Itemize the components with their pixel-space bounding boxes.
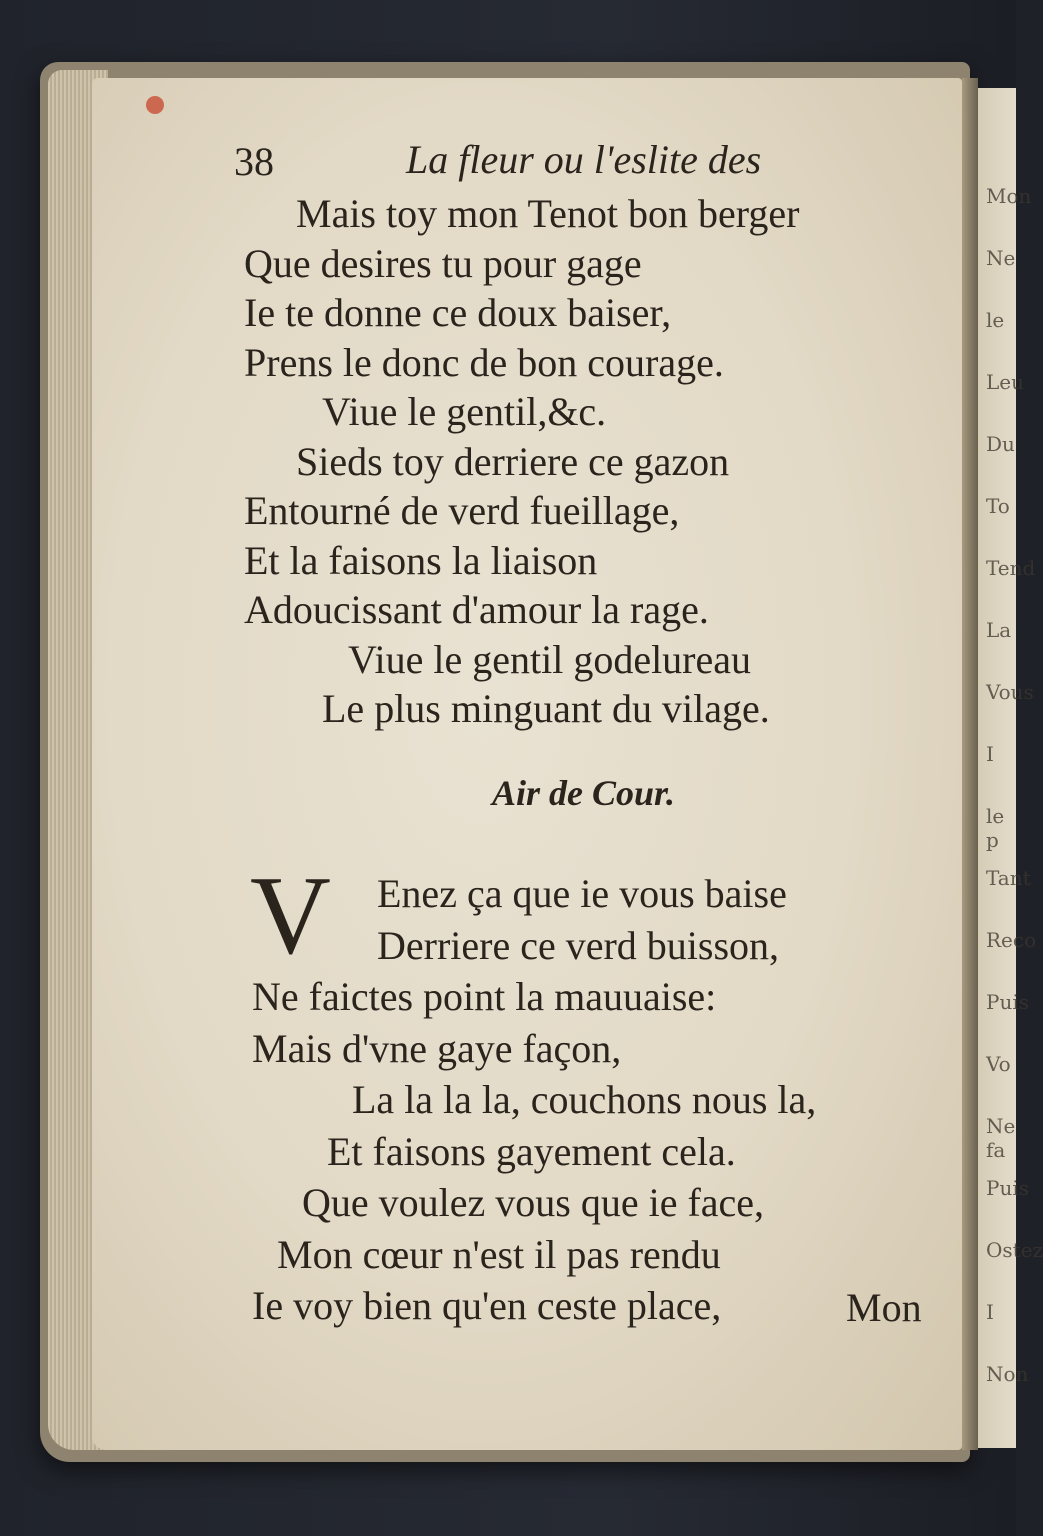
red-stain-mark [146, 96, 164, 114]
book-gutter [962, 78, 978, 1450]
drop-cap: V [250, 854, 331, 978]
verse-line: Prens le donc de bon courage. [244, 339, 724, 385]
running-head: La fleur ou l'eslite des [406, 137, 762, 182]
facing-page-fragment: Mon [986, 184, 1032, 208]
facing-page-fragment: Puis [986, 1176, 1029, 1200]
facing-page-fragment: Ostez [986, 1238, 1043, 1262]
verse-line: Ie te donne ce doux baiser, [244, 290, 672, 335]
facing-page-fragment: Ne [986, 246, 1016, 270]
facing-page-fragment: Tend [986, 556, 1036, 580]
facing-page-fragment: Non [986, 1362, 1029, 1386]
facing-page-edge [978, 88, 1043, 1448]
verse-line: Et faisons gayement cela. [327, 1128, 736, 1174]
verse-line: Entourné de verd fueillage, [244, 488, 680, 533]
facing-page-fragment: I [986, 1300, 994, 1324]
verse-line: Ne faictes point la mauuaise: [252, 974, 717, 1019]
verse-line: Enez ça que ie vous baise [377, 871, 787, 916]
facing-page-fragment: Vo [986, 1052, 1011, 1076]
facing-page-fragment: Ne fa [986, 1114, 1016, 1162]
facing-page-fragment: le p [986, 804, 1005, 852]
facing-page-fragment: Vous [986, 680, 1034, 704]
catchword: Mon [846, 1285, 922, 1330]
verse-line: Sieds toy derriere ce gazon [296, 438, 730, 484]
facing-page-fragment: I [986, 742, 994, 766]
page-number: 38 [234, 139, 274, 184]
facing-page-fragment: le [986, 308, 1005, 332]
verse-line: Le plus minguant du vilage. [322, 686, 770, 731]
verse-line: La la la la, couchons nous la, [352, 1077, 817, 1122]
verse-line: Viue le gentil godelureau [348, 636, 752, 682]
section-heading: Air de Cour. [492, 773, 676, 813]
verse-line: Derriere ce verd buisson, [377, 922, 780, 968]
facing-page-fragment: Puis [986, 990, 1029, 1014]
verse-line: Que desires tu pour gage [244, 240, 642, 286]
verse-line: Ie voy bien qu'en ceste place, [252, 1283, 722, 1328]
verse-line: Adoucissant d'amour la rage. [244, 587, 709, 632]
verse-line: Viue le gentil,&c. [322, 389, 607, 434]
verse-line: Mais toy mon Tenot bon berger [296, 191, 800, 236]
facing-page-fragment: La [986, 618, 1012, 642]
facing-page-fragment: Reco [986, 928, 1037, 952]
facing-page-fragment: Leu [986, 370, 1024, 394]
verse-line: Mon cœur n'est il pas rendu [277, 1231, 721, 1277]
facing-page-fragment: Tant [986, 866, 1031, 890]
verse-line: Que voulez vous que ie face, [302, 1180, 765, 1225]
verse-line: Et la faisons la liaison [244, 537, 598, 583]
facing-page-fragment: Du [986, 432, 1015, 456]
facing-page-fragment: To [986, 494, 1010, 518]
verse-line: Mais d'vne gaye façon, [252, 1025, 622, 1071]
